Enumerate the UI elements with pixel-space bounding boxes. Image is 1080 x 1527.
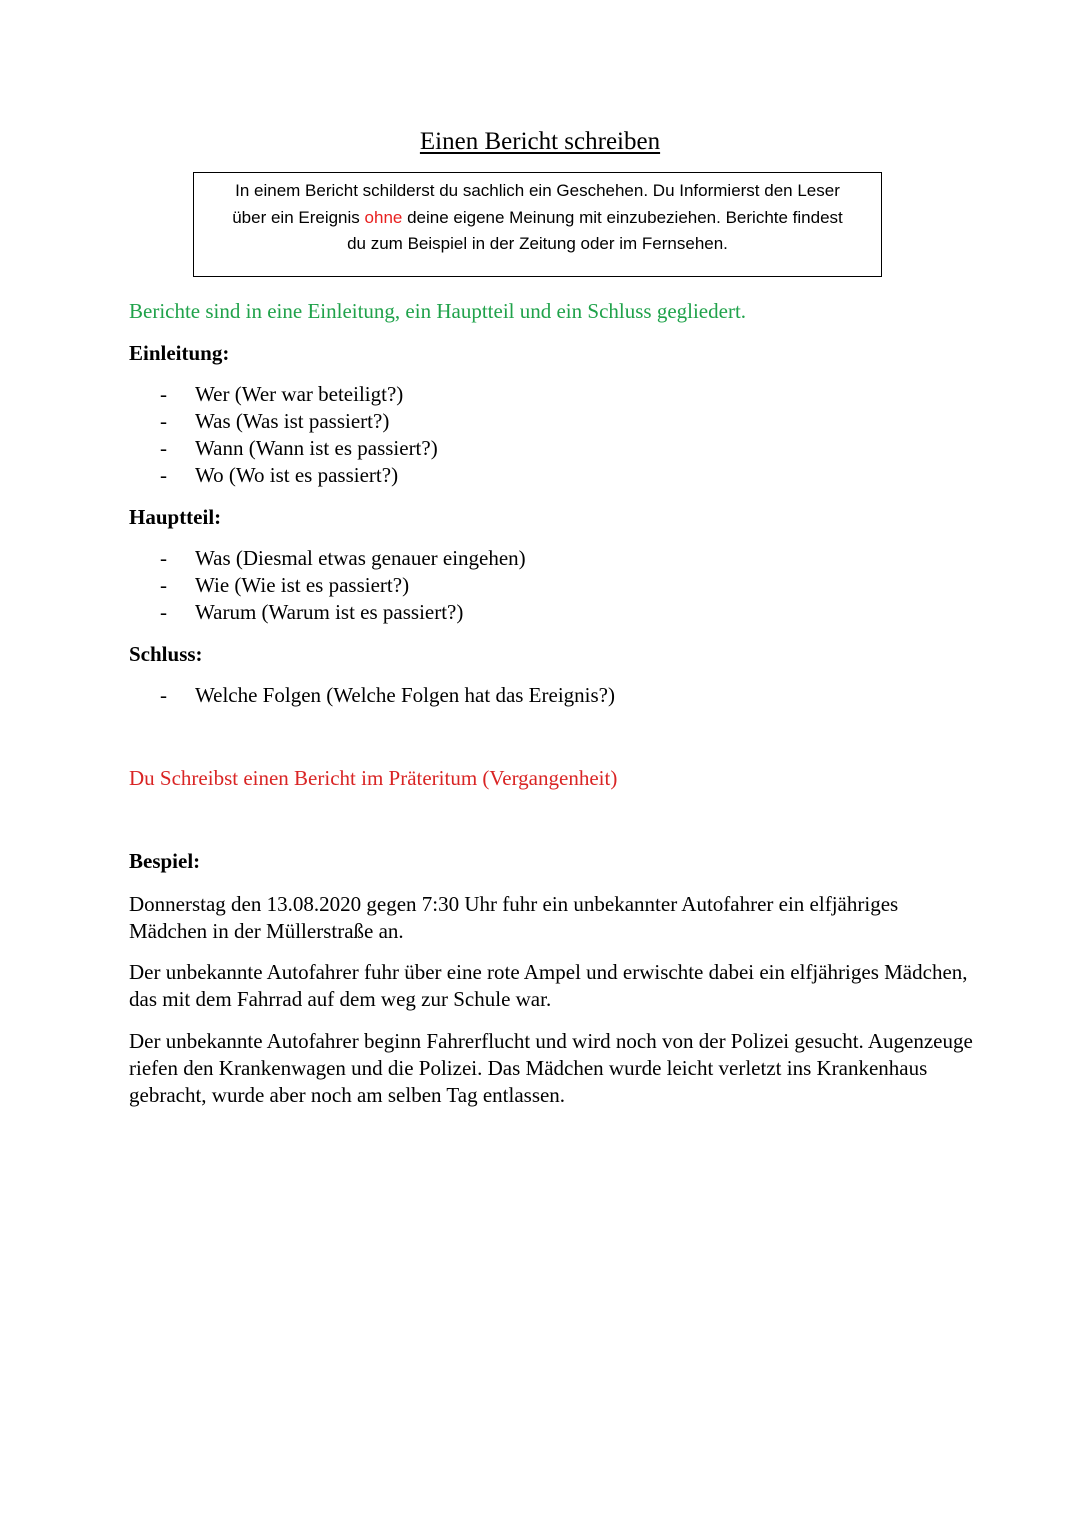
intro-box	[193, 172, 882, 277]
list-item	[160, 382, 403, 407]
example-paragraph-3: Der unbekannte Autofahrer beginn Fahrerflucht und wird noch von der Polizei gesucht. Augenzeuge riefen den Krankenwagen und die Polizei. Das Mädchen wurde leicht verletzt ins Krankenhaus gebracht, wurde aber noch am selben Tag entlassen.	[129, 1029, 973, 1107]
example-paragraph-2: Der unbekannte Autofahrer fuhr über eine rote Ampel und erwischte dabei ein elfjähriges Mädchen, das mit dem Fahrrad auf dem weg zur Schule war.	[129, 960, 968, 1011]
bullet-dash: -	[160, 409, 167, 433]
bullet-dash: -	[160, 573, 167, 597]
list-item	[160, 546, 526, 571]
structure-note: Berichte sind in eine Einleitung, ein Hauptteil und ein Schluss gegliedert.	[129, 299, 747, 323]
tense-note: Du Schreibst einen Bericht im Präteritum (Vergangenheit)	[129, 766, 618, 790]
bullet-dash: -	[160, 382, 167, 406]
list-item-text: Wann (Wann ist es passiert?)	[195, 436, 438, 460]
list-item-text: Welche Folgen (Welche Folgen hat das Ereignis?)	[195, 683, 615, 707]
bullet-dash: -	[160, 600, 167, 624]
list-item	[160, 600, 463, 625]
heading-schluss: Schluss:	[129, 642, 203, 666]
intro-line-1: In einem Bericht schilderst du sachlich ein Geschehen. Du Informierst den Leser	[235, 181, 840, 200]
intro-highlight-ohne: ohne	[364, 207, 403, 227]
page-title: Einen Bericht schreiben	[419, 128, 661, 155]
bullet-dash: -	[160, 546, 167, 570]
example-paragraph-1: Donnerstag den 13.08.2020 gegen 7:30 Uhr fuhr ein unbekannter Autofahrer ein elfjähriges Mädchen in der Müllerstraße an.	[129, 892, 899, 943]
heading-hauptteil: Hauptteil:	[129, 505, 222, 529]
bullet-dash: -	[160, 463, 167, 487]
list-item	[160, 463, 398, 488]
list-item	[160, 436, 438, 461]
bullet-dash: -	[160, 683, 167, 707]
list-item-text: Wo (Wo ist es passiert?)	[195, 463, 399, 487]
intro-line-3: du zum Beispiel in der Zeitung oder im Fernsehen.	[347, 234, 728, 253]
bullet-dash: -	[160, 436, 167, 460]
list-item-text: Wer (Wer war beteiligt?)	[195, 382, 404, 406]
intro-line-2	[194, 205, 881, 232]
list-item	[160, 683, 615, 708]
heading-einleitung: Einleitung:	[129, 341, 230, 365]
list-item-text: Warum (Warum ist es passiert?)	[195, 600, 464, 624]
list-item-text: Wie (Wie ist es passiert?)	[195, 573, 410, 597]
list-item	[160, 573, 409, 598]
heading-beispiel: Bespiel:	[129, 849, 201, 873]
intro-line-2-after: deine eigene Meinung mit einzubeziehen. Berichte findest	[402, 207, 843, 227]
intro-line-2-before: über ein Ereignis	[232, 207, 365, 227]
list-item-text: Was (Was ist passiert?)	[195, 409, 390, 433]
list-item-text: Was (Diesmal etwas genauer eingehen)	[195, 546, 526, 570]
list-item	[160, 409, 389, 434]
